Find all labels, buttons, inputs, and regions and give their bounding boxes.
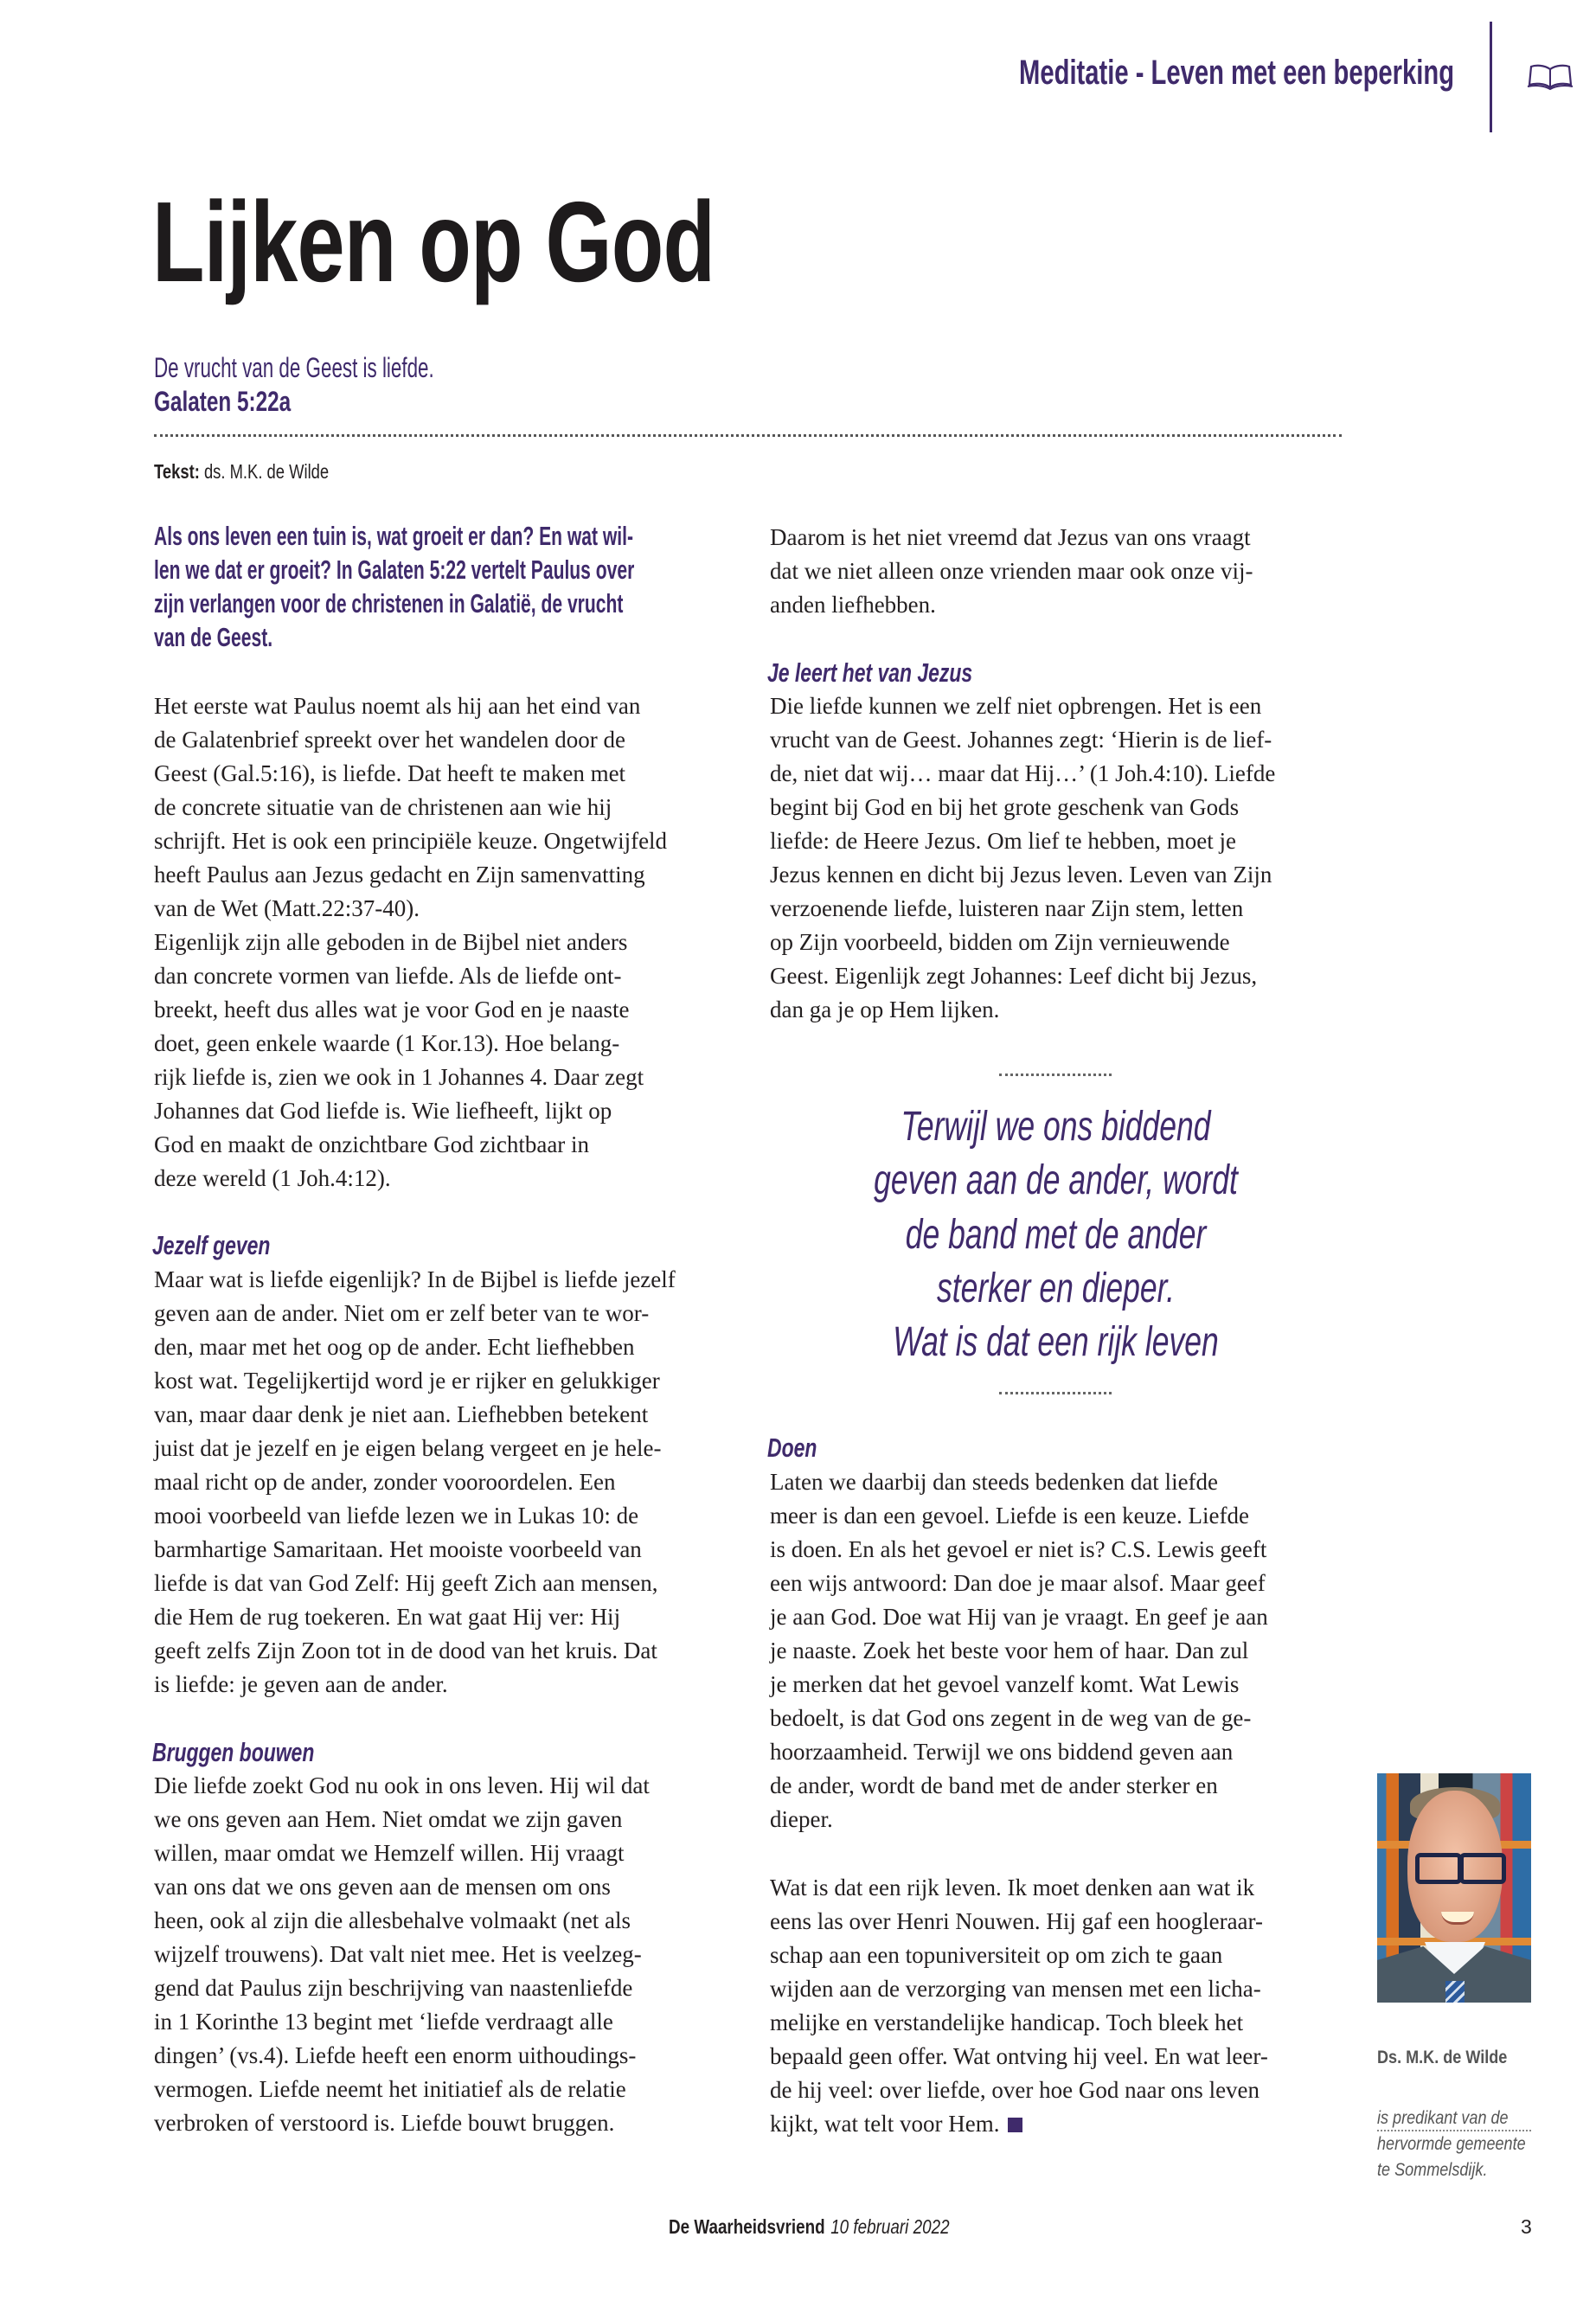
- section-heading-jezelf-geven: Jezelf geven: [152, 1230, 271, 1260]
- caption-divider: [1377, 2130, 1531, 2131]
- body-paragraph: Die liefde zoekt God nu ook in ons leven. Hij wil dat we ons geven aan Hem. Niet omdat we zijn gaven willen, maar omdat we Hemzelf willen. Hij vraagt van ons dat we ons geven aan de mensen om ons heen, ook al zijn die allesbehalve volmaakt (net als wijzelf trouwens). Dat valt niet mee. Het is veelzeg- gend dat Paulus zijn beschrijving van naastenliefde in 1 Korinthe 13 begint met ‘liefde verdraagt alle dingen’ (vs.4). Liefde heeft een enorm uithoudings- vermogen. Liefde neemt het initiatief als de relatie verbroken of verstoord is. Liefde bouwt bruggen.: [154, 1772, 650, 2136]
- section-heading-bruggen-bouwen: Bruggen bouwen: [152, 1737, 315, 1767]
- section-title: Meditatie - Leven met een beperking: [1018, 54, 1454, 92]
- header-divider: [1490, 22, 1492, 132]
- byline-author: ds. M.K. de Wilde: [203, 460, 330, 483]
- end-mark-icon: [1008, 2118, 1022, 2132]
- body-paragraph: Die liefde kunnen we zelf niet opbrengen. Het is een vrucht van de Geest. Johannes zegt: ‘Hierin is de lief- de, niet dat wij… maar dat Hij…’ (1 Joh.4:10). Liefde begint bij God en bij het grote geschenk van Gods liefde: de Heere Jezus. Om lief te hebben, moet je Jezus kennen en dicht bij Jezus leven. Leven van Zijn verzoenende liefde, luisteren naar Zijn stem, letten op Zijn voorbeeld, bidden om Zijn vernieuwende Geest. Eigenlijk zegt Johannes: Leef dicht bij Jezus, dan ga je op Hem lijken.: [770, 693, 1276, 1022]
- pull-quote: [770, 1100, 1342, 1369]
- body-paragraph: Laten we daarbij dan steeds bedenken dat liefde meer is dan een gevoel. Liefde is een keuze. Liefde is doen. En als het gevoel er niet is? C.S. Lewis geeft een wijs antwoord: Dan doe je maar alsof. Maar geef je aan God. Doe wat Hij van je vraagt. En geef je aan je naaste. Zoek het beste voor hem of haar. Dan zul je merken dat het gevoel vanzelf komt. Wat Lewis bedoelt, is dat God ons zegent in de weg van de ge- hoorzaamheid. Terwijl we ons biddend geven aan de ander, wordt de band met de ander sterker en dieper.: [770, 1469, 1268, 1832]
- lead-paragraph: Als ons leven een tuin is, wat groeit er dan? En wat wil- len we dat er groeit? In Galaten 5:22 vertelt Paulus over zijn verlangen voor de christenen in Galatië, de vrucht van de Geest.: [154, 521, 635, 652]
- section-heading-je-leert-het-van-jezus: Je leert het van Jezus: [767, 657, 973, 688]
- quote-divider-bottom: [999, 1392, 1112, 1394]
- quote-divider-top: [999, 1074, 1112, 1076]
- body-paragraph-text: Wat is dat een rijk leven. Ik moet denken aan wat ik eens las over Henri Nouwen. Hij gaf een hoogleraar- schap aan een topuniversiteit op om zich te gaan wijden aan de verzorging van mensen met een licha- melijke en verstandelijke handicap. Toch bleek het bepaald geen offer. Wat ontving hij veel. En wat leer- de hij veel: over liefde, over hoe God naar ons leven kijkt, wat telt voor Hem.: [770, 1875, 1268, 2137]
- dotted-divider: [154, 434, 1342, 437]
- body-paragraph: Het eerste wat Paulus noemt als hij aan het eind van de Galatenbrief spreekt over het wandelen door de Geest (Gal.5:16), is liefde. Dat heeft te maken met de concrete situatie van de christenen aan wie hij schrijft. Het is ook een principiële keuze. Ongetwijfeld heeft Paulus aan Jezus gedacht en Zijn samenvatting van de Wet (Matt.22:37-40). Eigenlijk zijn alle geboden in de Bijbel niet anders dan concrete vormen van liefde. Als de liefde ont- breekt, heeft dus alles wat je voor God en je naaste doet, geen enkele waarde (1 Kor.13). Hoe belang- rijk liefde is, zien we ook in 1 Johannes 4. Daar zegt Johannes dat God liefde is. Wie liefheeft, lijkt op God en maakt de onzichtbare God zichtbaar in deze wereld (1 Joh.4:12).: [154, 693, 668, 1191]
- open-book-icon: [1527, 62, 1574, 92]
- body-paragraph: Maar wat is liefde eigenlijk? In de Bijbel is liefde jezelf geven aan de ander. Niet om er zelf beter van te wor- den, maar met het oog op de ander. Echt liefhebben kost wat. Tegelijkertijd word je er rijker en gelukkiger van, maar daar denk je niet aan. Liefhebben betekent juist dat je jezelf en je eigen belang vergeet en je hele- maal richt op de ander, zonder vooroordelen. Een mooi voorbeeld van liefde lezen we in Lukas 10: de barmhartige Samaritaan. Het mooiste voorbeeld van liefde is dat van God Zelf: Hij geeft Zich aan mensen, die Hem de rug toekeren. En wat gaat Hij ver: Hij geeft zelfs Zijn Zoon tot in de dood van het kruis. Dat is liefde: je geven aan de ander.: [154, 1266, 676, 1697]
- footer: [669, 2214, 950, 2239]
- author-caption: [1377, 2018, 1550, 2215]
- pull-quote-text: Terwijl we ons biddend geven aan de ander, wordt de band met de ander sterker en dieper. Wat is dat een rijk leven: [874, 1104, 1238, 1366]
- page-number: 3: [1521, 2215, 1532, 2238]
- author-photo: [1377, 1773, 1531, 2003]
- verse-text: De vrucht van de Geest is liefde.: [154, 352, 434, 383]
- byline-label: Tekst:: [154, 460, 200, 483]
- section-heading-doen: Doen: [767, 1433, 817, 1463]
- body-paragraph: Daarom is het niet vreemd dat Jezus van ons vraagt dat we niet alleen onze vrienden maar ook onze vij- anden liefhebben.: [770, 524, 1253, 618]
- byline: [154, 459, 329, 484]
- author-role: is predikant van de hervormde gemeente te Sommelsdijk.: [1377, 2107, 1526, 2180]
- publication-date: 10 februari 2022: [830, 2215, 950, 2238]
- body-paragraph-final: [770, 1871, 1268, 2141]
- publication-name: De Waarheidsvriend: [669, 2215, 825, 2238]
- verse-reference: Galaten 5:22a: [154, 386, 292, 417]
- article-title: Lijken op God: [152, 178, 715, 305]
- author-name: Ds. M.K. de Wilde: [1377, 2048, 1508, 2067]
